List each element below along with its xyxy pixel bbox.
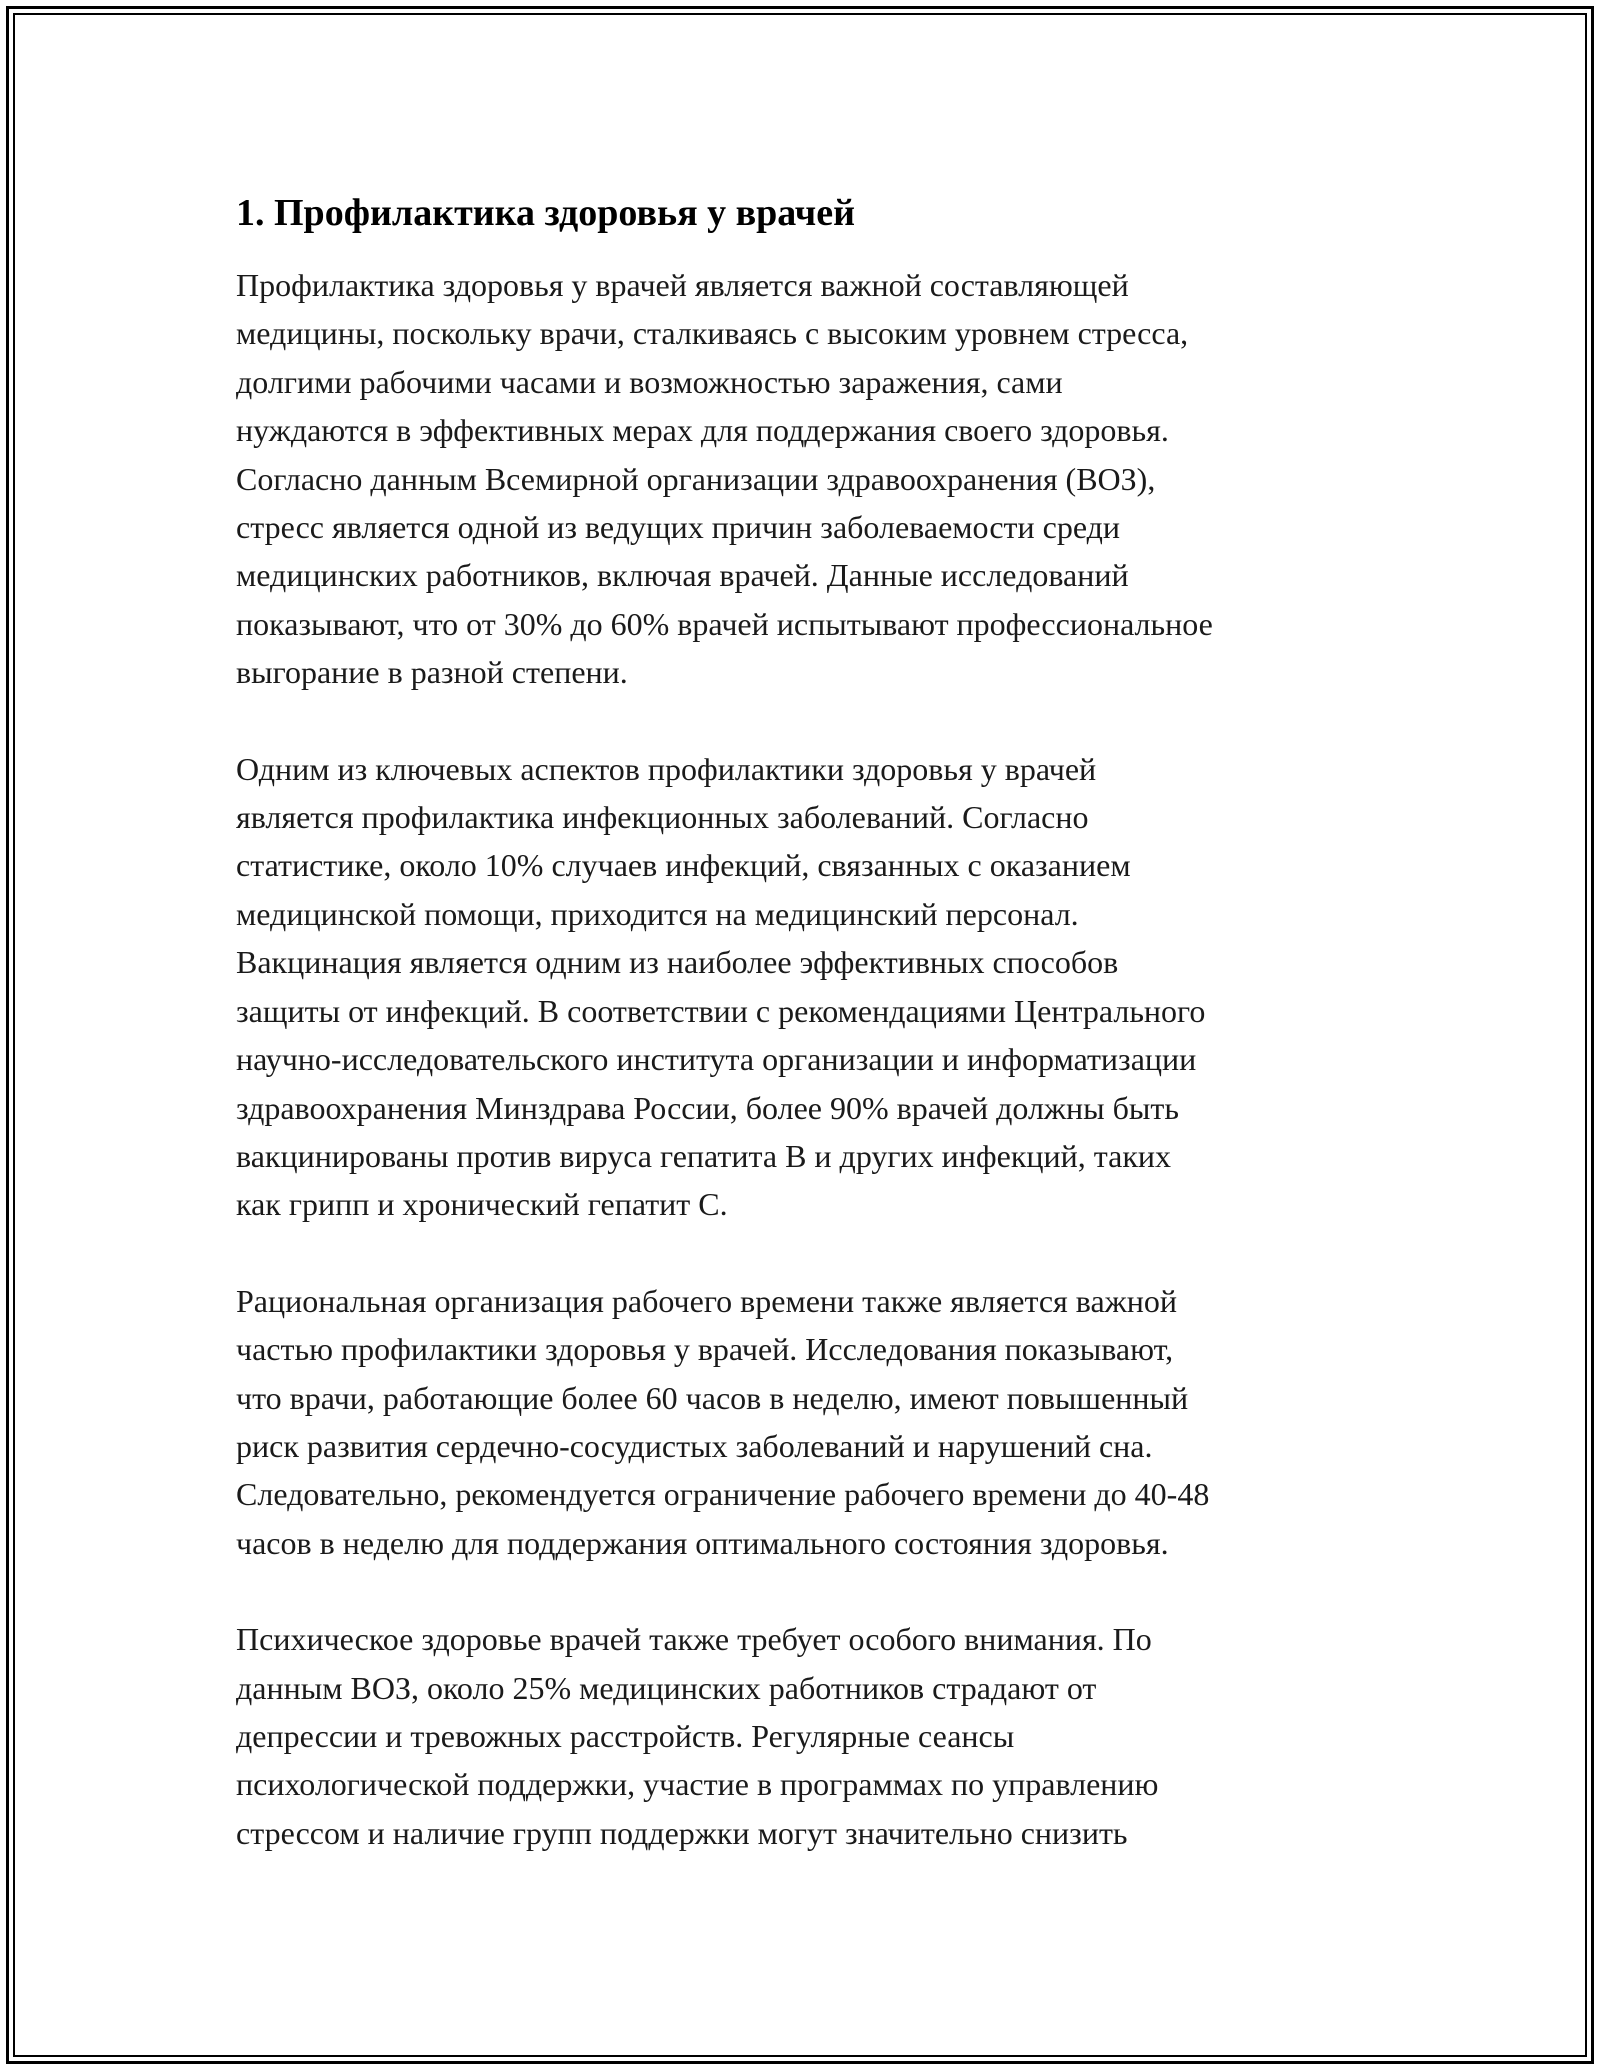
text-line: научно-исследовательского института организации и информатизации <box>236 1041 1197 1078</box>
text-line: Вакцинация является одним из наиболее эффективных способов <box>236 944 1119 981</box>
text-line: как грипп и хронический гепатит C. <box>236 1186 728 1223</box>
paragraph-burnout <box>236 261 1371 697</box>
text-line: является профилактика инфекционных заболеваний. Согласно <box>236 799 1089 836</box>
text-line: что врачи, работающие более 60 часов в неделю, имеют повышенный <box>236 1379 1189 1416</box>
text-line: Психическое здоровье врачей также требует особого внимания. По <box>236 1621 1152 1658</box>
section-heading: 1. Профилактика здоровья у врачей <box>236 192 855 234</box>
document-body <box>236 185 1371 1857</box>
text-line: статистике, около 10% случаев инфекций, связанных с оказанием <box>236 847 1131 884</box>
text-line: Согласно данным Всемирной организации здравоохранения (ВОЗ), <box>236 460 1156 497</box>
paragraph-mental-health <box>236 1615 1371 1857</box>
text-line: депрессии и тревожных расстройств. Регулярные сеансы <box>236 1717 1015 1754</box>
text-line: медицины, поскольку врачи, сталкиваясь с высоким уровнем стресса, <box>236 315 1189 352</box>
text-line: медицинской помощи, приходится на медицинский персонал. <box>236 895 1079 932</box>
text-line: часов в неделю для поддержания оптимального состояния здоровья. <box>236 1524 1169 1561</box>
text-line: Следовательно, рекомендуется ограничение рабочего времени до 40-48 <box>236 1476 1210 1513</box>
text-line: Рациональная организация рабочего времени также является важной <box>236 1282 1178 1319</box>
text-line: медицинских работников, включая врачей. Данные исследований <box>236 557 1129 594</box>
text-line: данным ВОЗ, около 25% медицинских работников страдают от <box>236 1669 1097 1706</box>
text-line: выгорание в разной степени. <box>236 654 628 691</box>
text-line: частью профилактики здоровья у врачей. Исследования показывают, <box>236 1331 1174 1368</box>
paragraph-infections <box>236 745 1371 1229</box>
text-line: Профилактика здоровья у врачей является важной составляющей <box>236 267 1129 303</box>
text-line: показывают, что от 30% до 60% врачей испытывают профессиональное <box>236 605 1213 642</box>
text-line: стресс является одной из ведущих причин заболеваемости среди <box>236 509 1121 546</box>
text-line: психологической поддержки, участие в программах по управлению <box>236 1766 1159 1803</box>
text-line: стрессом и наличие групп поддержки могут значительно снизить <box>236 1814 1128 1851</box>
text-line: здравоохранения Минздрава России, более 90% врачей должны быть <box>236 1089 1179 1126</box>
text-line: нуждаются в эффективных мерах для поддержания своего здоровья. <box>236 412 1169 449</box>
text-line: вакцинированы против вируса гепатита B и других инфекций, таких <box>236 1137 1172 1174</box>
paragraph-working-hours <box>236 1277 1371 1567</box>
text-line: риск развития сердечно-сосудистых заболеваний и нарушений сна. <box>236 1427 1153 1464</box>
text-line: защиты от инфекций. В соответствии с рекомендациями Центрального <box>236 992 1206 1029</box>
text-line: долгими рабочими часами и возможностью заражения, сами <box>236 363 1063 400</box>
text-line: Одним из ключевых аспектов профилактики здоровья у врачей <box>236 750 1097 787</box>
